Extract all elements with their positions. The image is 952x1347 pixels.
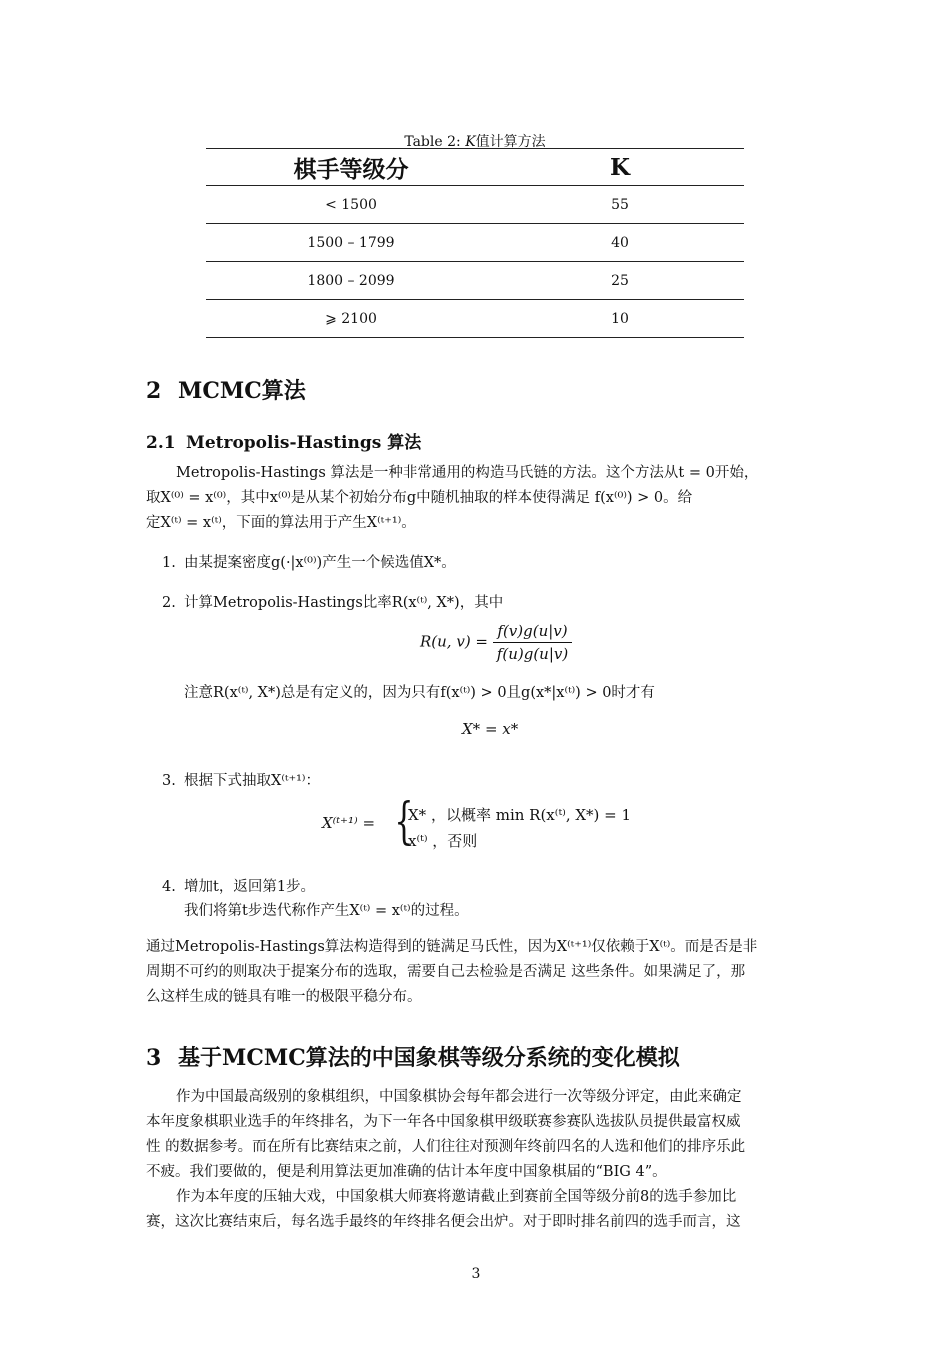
- header-k: K: [496, 149, 744, 186]
- equality-equation: X* = x*: [462, 720, 519, 738]
- ratio-fraction: [493, 622, 572, 663]
- left-brace: {: [394, 792, 414, 850]
- section-title: 基于MCMC算法的中国象棋等级分系统的变化模拟: [178, 1045, 680, 1071]
- closing-paragraph: [146, 935, 806, 1010]
- step-4-note: 我们将第t步迭代称作产生X⁽ᵗ⁾ = x⁽ᵗ⁾的过程。: [184, 903, 469, 919]
- cell-k: 25: [496, 262, 744, 300]
- subsection-title: Metropolis-Hastings 算法: [186, 433, 422, 453]
- section-3-paragraph-1: [146, 1085, 806, 1185]
- cell-k: 55: [496, 186, 744, 224]
- section-3-heading: [146, 1041, 680, 1072]
- text-line: 不疲。我们要做的，便是利用算法更加准确的估计本年度中国象棋届的“BIG 4”。: [146, 1164, 667, 1180]
- cell-k: 10: [496, 300, 744, 338]
- subsection-number: 2.1: [146, 433, 176, 453]
- section-3-paragraph-2: [146, 1185, 806, 1235]
- text-line: 赛，这次比赛结束后，每名选手最终的年终排名便会出炉。对于即时排名前四的选手而言，这: [146, 1214, 741, 1230]
- case-1: X* ，以概率 min R(x⁽ᵗ⁾, X*) = 1: [408, 806, 632, 824]
- step-number: 3.: [162, 773, 176, 789]
- cases-lhs: X⁽ᵗ⁺¹⁾ =: [322, 814, 376, 832]
- step-1: [162, 551, 456, 572]
- case-2: x⁽ᵗ⁾ ，否则: [408, 832, 478, 850]
- section-number: 2: [146, 378, 162, 404]
- caption-prefix: Table 2:: [404, 134, 466, 150]
- section-2-heading: [146, 374, 306, 405]
- text-line: 通过Metropolis-Hastings算法构造得到的链满足马氏性，因为X⁽ᵗ⁺¹⁾仅依赖于X⁽ᵗ⁾。而是否是非: [146, 939, 758, 955]
- step-text: 增加t，返回第1步。: [184, 879, 316, 895]
- step-2: [162, 591, 503, 612]
- ratio-lhs: R(u, v) =: [420, 632, 489, 651]
- text-line: 么这样生成的链具有唯一的极限平稳分布。: [146, 989, 422, 1005]
- step-3: [162, 769, 320, 790]
- ratio-denominator: f(u)g(u|v): [496, 645, 569, 663]
- text-line: 本年度象棋职业选手的年终排名，为下一年各中国象棋甲级联赛参赛队选拔队员提供最富权威: [146, 1114, 741, 1130]
- caption-var: K: [465, 134, 476, 150]
- table-header-row: [206, 149, 744, 186]
- text-line: 性 的数据参考。而在所有比赛结束之前，人们往往对预测年终前四名的人选和他们的排序乐此: [146, 1139, 746, 1155]
- subsection-2-1-heading: [146, 428, 421, 453]
- section-number: 3: [146, 1045, 162, 1071]
- k-value-table: [206, 148, 744, 338]
- header-rating: 棋手等级分: [206, 149, 496, 186]
- caption-suffix: 值计算方法: [475, 134, 546, 150]
- text-line: 定X⁽ᵗ⁾ = x⁽ᵗ⁾，下面的算法用于产生X⁽ᵗ⁺¹⁾。: [146, 515, 416, 531]
- cell-range: < 1500: [206, 186, 496, 224]
- step-number: 4.: [162, 879, 176, 895]
- cell-range: ⩾ 2100: [206, 300, 496, 338]
- text-line: 取X⁽⁰⁾ = x⁽⁰⁾，其中x⁽⁰⁾是从某个初始分布g中随机抽取的样本使得满足 f(x⁽⁰⁾) > 0。给: [146, 490, 693, 506]
- step-4: [162, 875, 315, 896]
- step-number: 1.: [162, 555, 176, 571]
- text-line: Metropolis-Hastings 算法是一种非常通用的构造马氏链的方法。这个方法从t = 0开始，: [176, 465, 759, 481]
- step-text: 由某提案密度g(·|x⁽⁰⁾)产生一个候选值X*。: [184, 555, 456, 571]
- step-text: 根据下式抽取X⁽ᵗ⁺¹⁾：: [184, 773, 320, 789]
- cell-range: 1800 – 2099: [206, 262, 496, 300]
- section-title: MCMC算法: [178, 378, 306, 404]
- text-line: 周期不可约的则取决于提案分布的选取，需要自己去检验是否满足 这些条件。如果满足了，那: [146, 964, 746, 980]
- cell-k: 40: [496, 224, 744, 262]
- step-text: 计算Metropolis-Hastings比率R(x⁽ᵗ⁾, X*)，其中: [184, 595, 504, 611]
- table-row: [206, 186, 744, 224]
- text-line: 作为本年度的压轴大戏，中国象棋大师赛将邀请截止到赛前全国等级分前8的选手参加比: [176, 1189, 737, 1205]
- cell-range: 1500 – 1799: [206, 224, 496, 262]
- page-number: 3: [471, 1266, 481, 1282]
- intro-paragraph: [146, 461, 806, 536]
- table-row: [206, 224, 744, 262]
- ratio-note: 注意R(x⁽ᵗ⁾, X*)总是有定义的，因为只有f(x⁽ᵗ⁾) > 0且g(x*|x⁽ᵗ⁾) > 0时才有: [184, 685, 655, 701]
- text-line: 作为中国最高级别的象棋组织，中国象棋协会每年都会进行一次等级分评定，由此来确定: [176, 1089, 742, 1105]
- table-row: [206, 300, 744, 338]
- table-row: [206, 262, 744, 300]
- step-number: 2.: [162, 595, 176, 611]
- ratio-equation: [420, 622, 572, 663]
- ratio-numerator: f(v)g(u|v): [493, 622, 572, 643]
